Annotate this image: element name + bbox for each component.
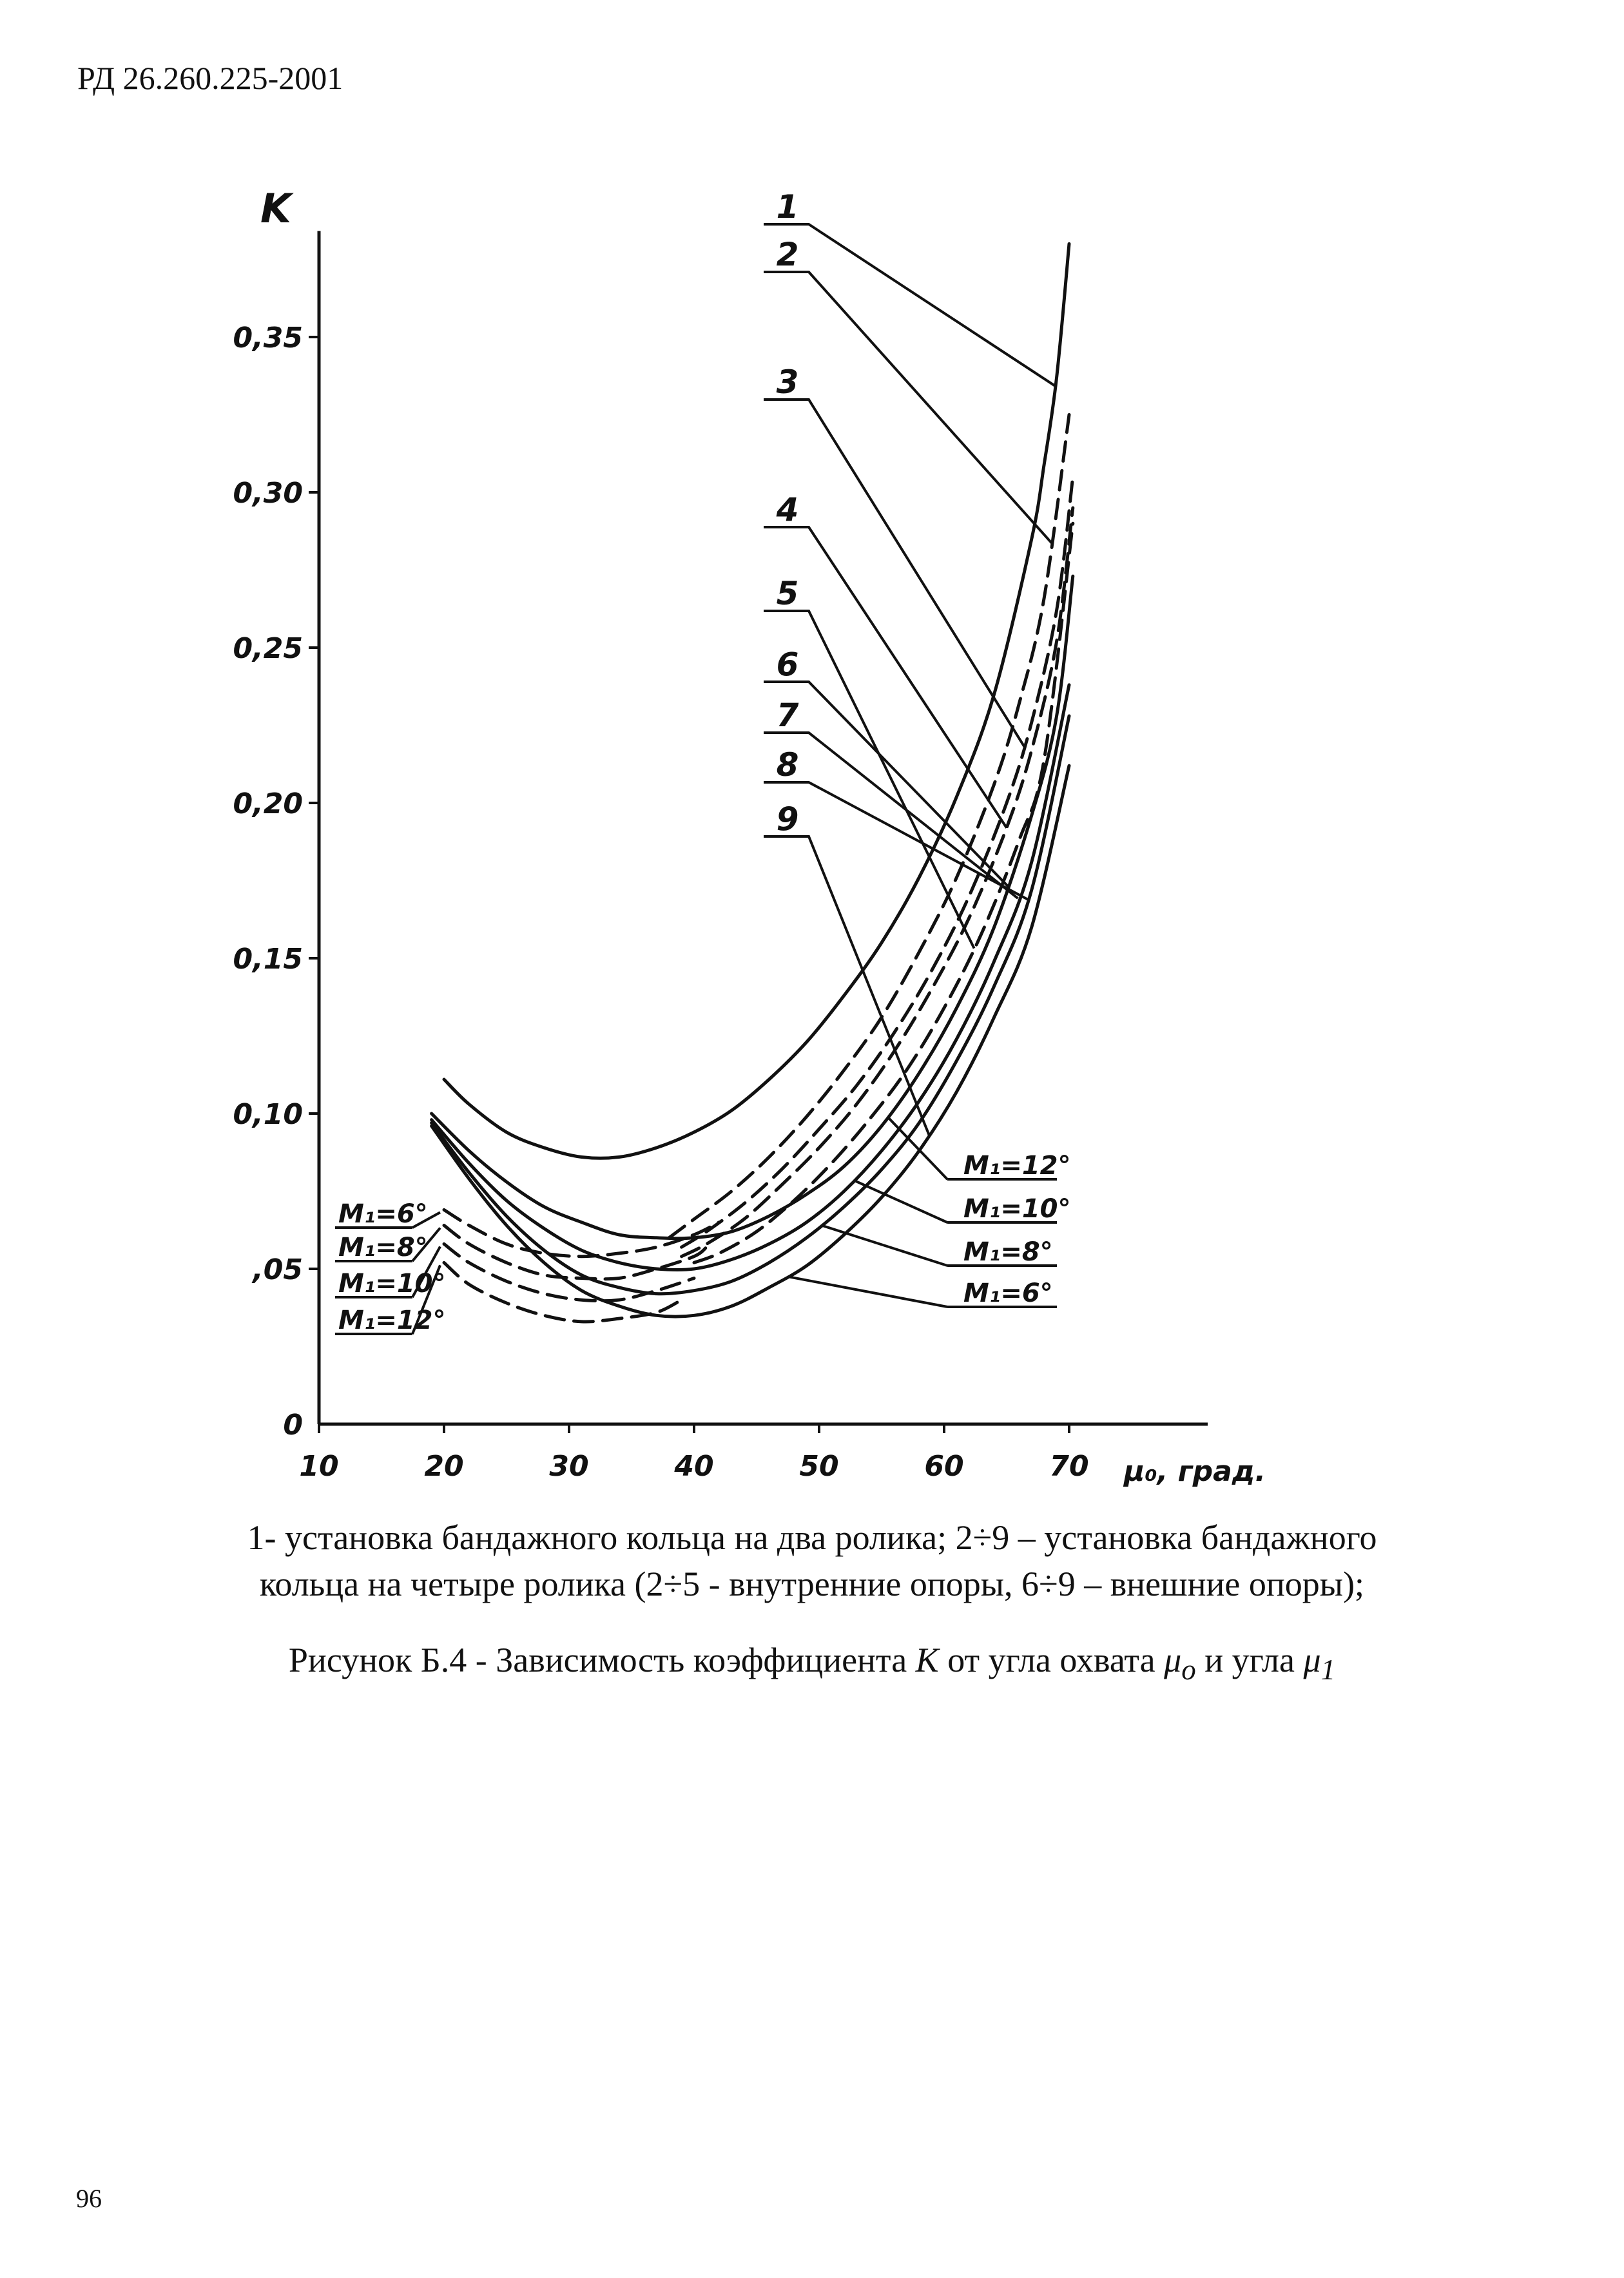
- curve-label-6: 6: [776, 646, 799, 683]
- caption-mu1-sub: 1: [1320, 1653, 1336, 1686]
- curve-label-4: 4: [776, 491, 799, 528]
- page-number: 96: [76, 2184, 102, 2213]
- curve-label-5: 5: [776, 575, 799, 612]
- mu1-right-label: M₁=8°: [963, 1237, 1053, 1267]
- y-tick-label: 0,30: [233, 477, 303, 510]
- y-tick-label: 0,15: [233, 943, 303, 976]
- curve-label-8: 8: [776, 746, 799, 784]
- x-tick-label: 10: [299, 1450, 339, 1483]
- x-tick-label: 50: [799, 1450, 839, 1483]
- caption-mid: от угла охвата: [938, 1641, 1165, 1679]
- series-line-1: [444, 244, 1069, 1158]
- caption-k: K: [915, 1641, 939, 1679]
- mu1-right-leader: [788, 1277, 948, 1307]
- mu1-right-label: M₁=12°: [963, 1151, 1071, 1181]
- chart-leaders: [335, 224, 1057, 1334]
- curve-label-1: 1: [776, 188, 799, 226]
- x-tick-label: 40: [674, 1450, 714, 1483]
- caption-and: и угла: [1195, 1641, 1304, 1679]
- curve-label-2: 2: [776, 236, 799, 273]
- mu1-right-leader: [854, 1181, 947, 1222]
- chart-axes: [309, 231, 1208, 1433]
- y-tick-label: ,05: [253, 1253, 303, 1286]
- series-line-2: [669, 415, 1069, 1238]
- caption-mu0-sub: o: [1181, 1653, 1196, 1686]
- y-tick-label: 0,20: [233, 787, 303, 820]
- y-axis-label: K: [260, 185, 292, 232]
- y-tick-label: 0: [283, 1409, 303, 1442]
- curve-leader-3: [764, 400, 1024, 746]
- figure-caption: [0, 1637, 1624, 1693]
- x-tick-label: 30: [549, 1450, 589, 1483]
- curve-leader-2: [764, 272, 1052, 543]
- mu1-left-label: M₁=6°: [338, 1199, 428, 1229]
- legend-line-2: кольца на четыре ролика (2÷5 - внутренние опоры, 6÷9 – внешние опоры);: [259, 1565, 1365, 1603]
- series-line-6: [432, 576, 1073, 1239]
- curve-label-9: 9: [776, 800, 799, 838]
- curve-label-3: 3: [776, 363, 799, 401]
- y-tick-label: 0,10: [233, 1098, 303, 1131]
- x-tick-label: 60: [924, 1450, 964, 1483]
- curve-leader-1: [764, 224, 1056, 386]
- mu1-right-label: M₁=6°: [963, 1279, 1053, 1308]
- mu1-left-label: M₁=10°: [338, 1269, 446, 1298]
- x-tick-label: 70: [1049, 1450, 1089, 1483]
- y-tick-label: 0,35: [233, 322, 303, 354]
- mu1-left-label: M₁=12°: [338, 1306, 446, 1335]
- caption-mu0: μ: [1164, 1641, 1182, 1679]
- caption-prefix: Рисунок Б.4 - Зависимость коэффициента: [288, 1641, 916, 1679]
- curve-leader-9: [764, 836, 929, 1135]
- chart-labels: [233, 185, 1266, 1488]
- mu1-right-label: M₁=10°: [963, 1194, 1071, 1224]
- caption-mu1: μ: [1303, 1641, 1321, 1679]
- x-axis-label: μ₀, град.: [1123, 1455, 1266, 1488]
- y-tick-label: 0,25: [233, 632, 303, 665]
- mu1-left-label: M₁=8°: [338, 1233, 428, 1262]
- legend-line-1: 1- установка бандажного кольца на два ролика; 2÷9 – установка бандажного: [247, 1518, 1377, 1557]
- document-header: РД 26.260.225-2001: [77, 60, 343, 96]
- mu1-right-leader: [822, 1226, 947, 1266]
- curve-leader-6: [764, 682, 1008, 886]
- curve-label-7: 7: [776, 697, 799, 734]
- x-tick-label: 20: [424, 1450, 464, 1483]
